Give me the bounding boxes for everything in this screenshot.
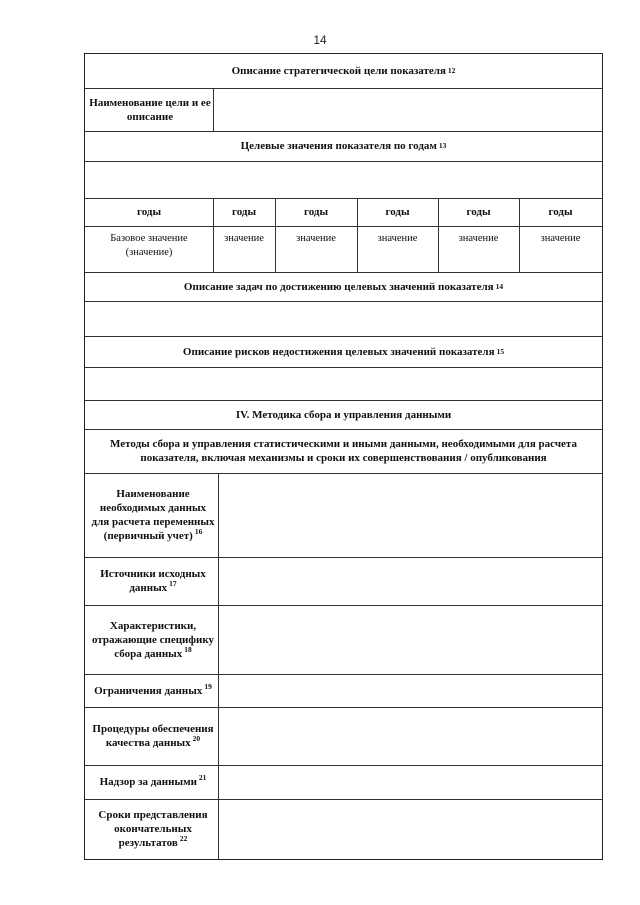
risks-blank <box>85 367 602 400</box>
indicator-form-table <box>84 53 603 860</box>
year-header-1: годы <box>136 206 162 218</box>
data-row-label-5: Процедуры обеспечения качества данных $^{20}$ <box>92 723 214 749</box>
strategic-goal-title: Описание стратегической цели показателя 12 <box>231 65 456 77</box>
section-iv-title: IV. Методика сбора и управления данными <box>235 408 452 421</box>
target-values-blank <box>85 161 602 198</box>
data-row-value-4 <box>219 674 602 707</box>
target-values-title: Целевые значения показателя по годам 13 <box>240 140 447 152</box>
tasks-title: Описание задач по достижению целевых значений показателя 14 <box>183 280 504 293</box>
data-row-value-6 <box>219 765 602 799</box>
data-row-label-2: Источники исходных данных $^{17}$ <box>100 568 206 594</box>
risks-title: Описание рисков недостижения целевых значений показателя 15 <box>182 345 505 358</box>
data-row-label-6: Надзор за данными $^{21}$ <box>99 773 207 788</box>
value-cell-1: значение <box>224 233 264 244</box>
goal-name-value <box>214 88 602 131</box>
year-header-6: годы <box>548 206 573 218</box>
goal-name-label: Наименование цели и ее описание <box>89 96 211 123</box>
data-row-label-7: Сроки представления окончательных результатов $^{22}$ <box>98 809 208 849</box>
data-row-label-4: Ограничения данных $^{19}$ <box>94 681 212 697</box>
methods-title: Методы сбора и управления статистическими и иными данными, необходимыми для расчета показателя, включая механизмы и сроки их совершенствования / опубликования <box>110 438 577 464</box>
data-row-value-5 <box>219 707 602 765</box>
year-header-5: годы <box>466 206 491 218</box>
data-row-value-7 <box>219 799 602 859</box>
data-row-value-2 <box>219 557 602 605</box>
data-row-value-1 <box>219 473 602 557</box>
data-row-label-1: Наименование необходимых данных для расчета переменных (первичный учет) $^{16}$ <box>91 488 215 542</box>
value-cell-3: значение <box>377 233 418 244</box>
value-cell-5: значение <box>540 233 581 244</box>
data-row-value-3 <box>219 605 602 674</box>
year-header-4: годы <box>385 206 410 218</box>
year-header-2: годы <box>231 206 257 218</box>
value-cell-2: значение <box>296 233 336 244</box>
base-value-label: Базовое значение (значение) <box>110 233 188 258</box>
year-header-3: годы <box>303 206 329 218</box>
data-row-label-3: Характеристики, отражающие специфику сбора данных $^{18}$ <box>91 619 215 660</box>
page-number: 14 <box>313 33 327 47</box>
tasks-blank <box>85 301 602 336</box>
value-cell-4: значение <box>458 233 499 244</box>
